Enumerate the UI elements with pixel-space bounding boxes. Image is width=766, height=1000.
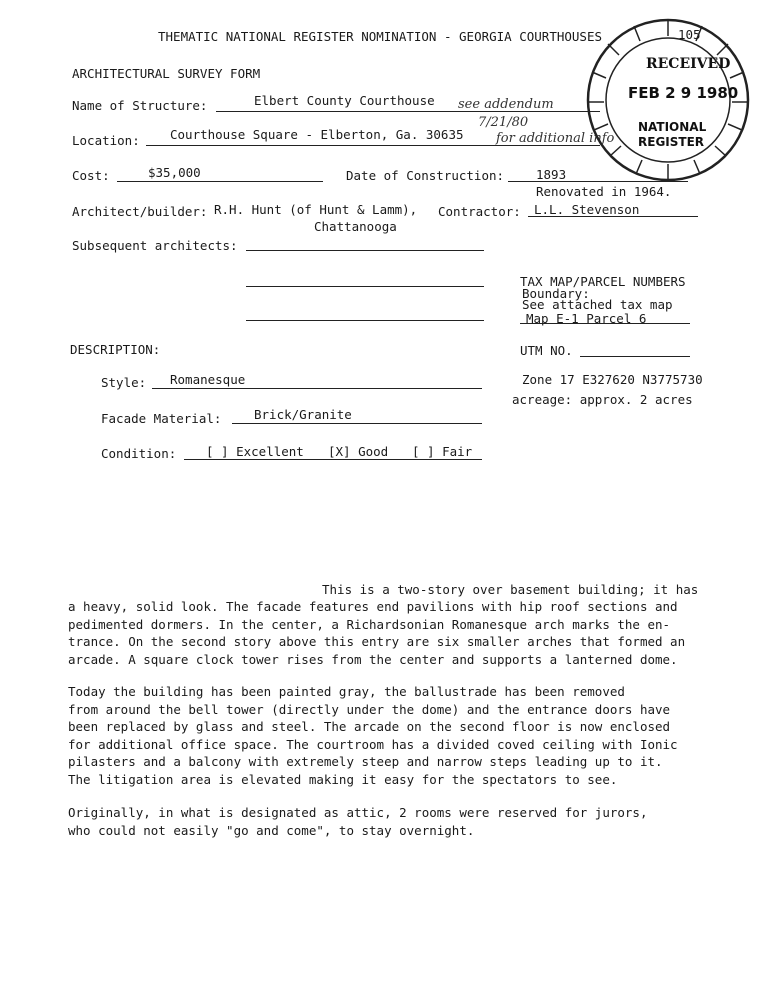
contractor-underline: [528, 216, 698, 217]
subsequent-line-2: [246, 286, 484, 287]
cost-underline: [117, 181, 323, 182]
contractor-value: L.L. Stevenson: [534, 202, 640, 217]
architect-city: Chattanooga: [314, 219, 397, 234]
utm-zone: Zone 17 E327620 N3775730: [522, 372, 703, 387]
stamp-date: FEB 2 9 1980: [628, 84, 739, 102]
tax-map-parcel: Map E-1 Parcel 6: [526, 311, 647, 326]
name-handwritten-note: see addendum: [458, 97, 554, 112]
tax-map-title: TAX MAP/PARCEL NUMBERS: [520, 274, 686, 289]
utm-label: UTM NO.: [520, 343, 573, 358]
paragraph-1-lead: This is a two-story over basement building; it has: [322, 582, 699, 597]
paragraph-3: Originally, in what is designated as attic, 2 rooms were reserved for jurors, who could not easily "go and come", to stay overnight.: [68, 805, 648, 838]
condition-label: Condition:: [101, 446, 177, 461]
paragraph-2: Today the building has been painted gray, the ballustrade has been removed from around the bell tower (directly under the dome) and the entrance doors have been replaced by glass and steel. The arcade on the second floor is now enclosed for additional office space. The courtroom has a divided coved ceiling with Ionic pilasters and a balcony with extremely steep and narrow steps leading up to it. The litigation area is elevated making it easy for the spectators to see.: [68, 684, 678, 787]
condition-underline: [184, 459, 482, 460]
tax-boundary: Boundary:: [522, 286, 590, 301]
name-value: Elbert County Courthouse: [254, 93, 435, 108]
condition-good: [X] Good: [328, 444, 389, 459]
cost-value: $35,000: [148, 165, 201, 180]
cost-label: Cost:: [72, 168, 110, 183]
acreage: acreage: approx. 2 acres: [512, 392, 693, 407]
date-value: 1893: [536, 167, 567, 182]
received-stamp: [582, 16, 754, 184]
condition-fair: [ ] Fair: [412, 444, 473, 459]
contractor-label: Contractor:: [438, 204, 521, 219]
name-label: Name of Structure:: [72, 98, 208, 113]
facade-underline: [232, 423, 482, 424]
stamp-national: NATIONAL: [638, 120, 707, 134]
style-value: Romanesque: [170, 372, 246, 387]
stamp-register: REGISTER: [638, 135, 705, 149]
subsequent-line-1: [246, 250, 484, 251]
tax-map-underline: [520, 323, 690, 324]
location-label: Location:: [72, 133, 140, 148]
document-header-title: THEMATIC NATIONAL REGISTER NOMINATION - GEORGIA COURTHOUSES: [158, 29, 603, 44]
location-handwritten-note: for additional info: [496, 131, 615, 146]
location-value: Courthouse Square - Elberton, Ga. 30635: [170, 127, 464, 142]
style-underline: [152, 388, 482, 389]
subsequent-line-3: [246, 320, 484, 321]
description-label: DESCRIPTION:: [70, 342, 161, 357]
utm-underline: [580, 356, 690, 357]
form-title: ARCHITECTURAL SURVEY FORM: [72, 66, 261, 81]
subsequent-label: Subsequent architects:: [72, 238, 238, 253]
architect-label: Architect/builder:: [72, 204, 208, 219]
location-underline: [146, 145, 600, 146]
paragraph-1: a heavy, solid look. The facade features end pavilions with hip roof sections and pedimented dormers. In the center, a Richardsonian Romanesque arch marks the en- trance. On the second story above this entry are six smaller arches that formed an arcade. A square clock tower rises from the center and supports a lanterned dome.: [68, 599, 686, 667]
date-label: Date of Construction:: [346, 168, 505, 183]
name-underline: [216, 111, 600, 112]
renovated-note: Renovated in 1964.: [536, 184, 672, 199]
location-handwritten-date: 7/21/80: [478, 115, 529, 130]
style-label: Style:: [101, 375, 147, 390]
facade-value: Brick/Granite: [254, 407, 352, 422]
architect-value: R.H. Hunt (of Hunt & Lamm),: [214, 202, 418, 217]
stamp-received: RECEIVED: [646, 56, 731, 72]
tax-see-attached: See attached tax map: [522, 297, 673, 312]
condition-excellent: [ ] Excellent: [206, 444, 304, 459]
page-number: 105: [678, 27, 701, 42]
facade-label: Facade Material:: [101, 411, 222, 426]
